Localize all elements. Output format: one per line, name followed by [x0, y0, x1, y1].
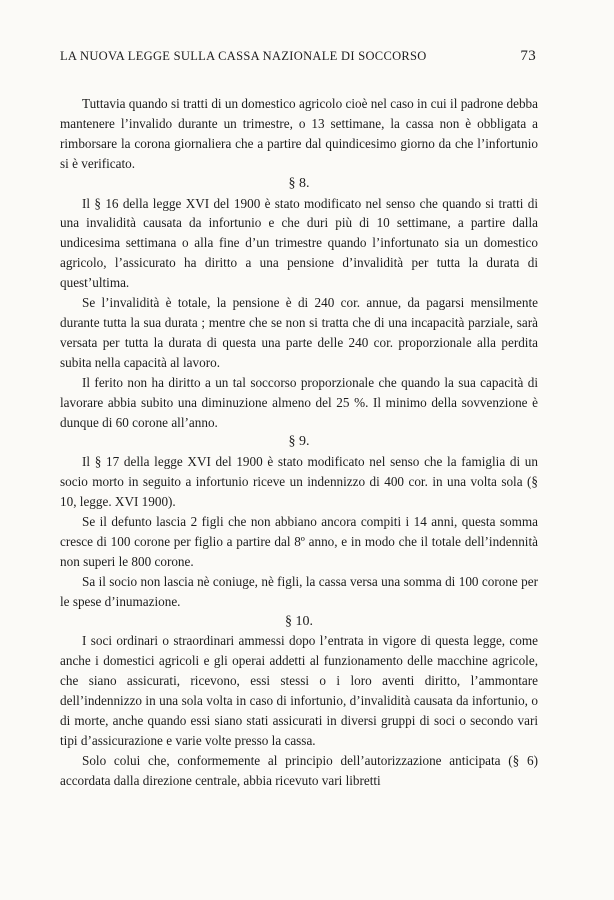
section-heading-9: § 9. [288, 434, 310, 450]
paragraph-1: Tuttavia quando si tratti di un domestico agricolo cioè nel caso in cui il padrone debba mantenere l’invalido durante un trimestre, o 13 settimane, la cassa non è obbligata a rimborsare la corona giornaliera che a partire dal quindicesimo giorno da che l’infortunio si è verificato. [60, 96, 538, 171]
paragraph-9: Solo colui che, conformemente al principio dell’autorizzazione anticipata (§ 6) accordata dalla direzione centrale, abbia ricevuto vari libretti [60, 752, 538, 788]
paragraph-5: Il § 17 della legge XVI del 1900 è stato modificato nel senso che la famiglia di un socio morto in seguito a infortunio riceve un indennizzo di 400 cor. in una volta sola (§ 10, legge. XVI 1900). [60, 454, 538, 510]
paragraph-7: Sa il socio non lascia nè coniuge, nè figli, la cassa versa una somma di 100 corone per le spese d’inumazione. [60, 573, 538, 609]
page-body [60, 94, 538, 791]
paragraph-2: Il § 16 della legge XVI del 1900 è stato modificato nel senso che quando si tratti di una invalidità causata da infortunio e che duri più di 10 settimane, a partire dalla undicesima settimana o alla fine d’un trimestre quando l’infortunato sia un domestico agricolo, l’assicurato ha diritto a una pensione d’invalidità per tutta la durata di quest’ultima. [60, 195, 538, 291]
paragraph-6: Se il defunto lascia 2 figli che non abbiano ancora compiti i 14 anni, questa somma cresce di 100 corone per figlio a partire dal 8º anno, e in modo che il totale dell’indennità non superi le 800 corone. [60, 514, 538, 569]
page-number: 73 [520, 48, 536, 64]
running-title: LA NUOVA LEGGE SULLA CASSA NAZIONALE DI SOCCORSO [60, 49, 427, 63]
paragraph-8: I soci ordinari o straordinari ammessi dopo l’entrata in vigore di questa legge, come anche i domestici agricoli e gli operai addetti al funzionamento delle macchine agricole, che siano assicurati, ricevono, essi stessi o i loro aventi diritto, l’ammontare dell’indennizzo in una sola volta in caso di infortunio, d’invalidità causata da infortunio, o di morte, anche quando essi siano stati assicurati in diversi gruppi di soci o secondo vari tipi d’assicurazione e varie volte presso la cassa. [60, 633, 538, 748]
section-heading-10: § 10. [285, 613, 313, 629]
running-header [60, 48, 536, 65]
paragraph-3: Se l’invalidità è totale, la pensione è di 240 cor. annue, da pagarsi mensilmente durante tutta la sua durata ; mentre che se non si tratta che di una incapacità parziale, sarà versata per tutta la durata di questa una parte delle 240 cor. proporzionale alla perdita subita nella capacità al lavoro. [60, 295, 538, 370]
section-heading-8: § 8. [288, 175, 310, 191]
paragraph-4: Il ferito non ha diritto a un tal soccorso proporzionale che quando la sua capacità di lavorare abbia subito una diminuzione almeno del 25 %. Il minimo della sovvenzione è dunque di 60 corone all’anno. [60, 374, 538, 430]
